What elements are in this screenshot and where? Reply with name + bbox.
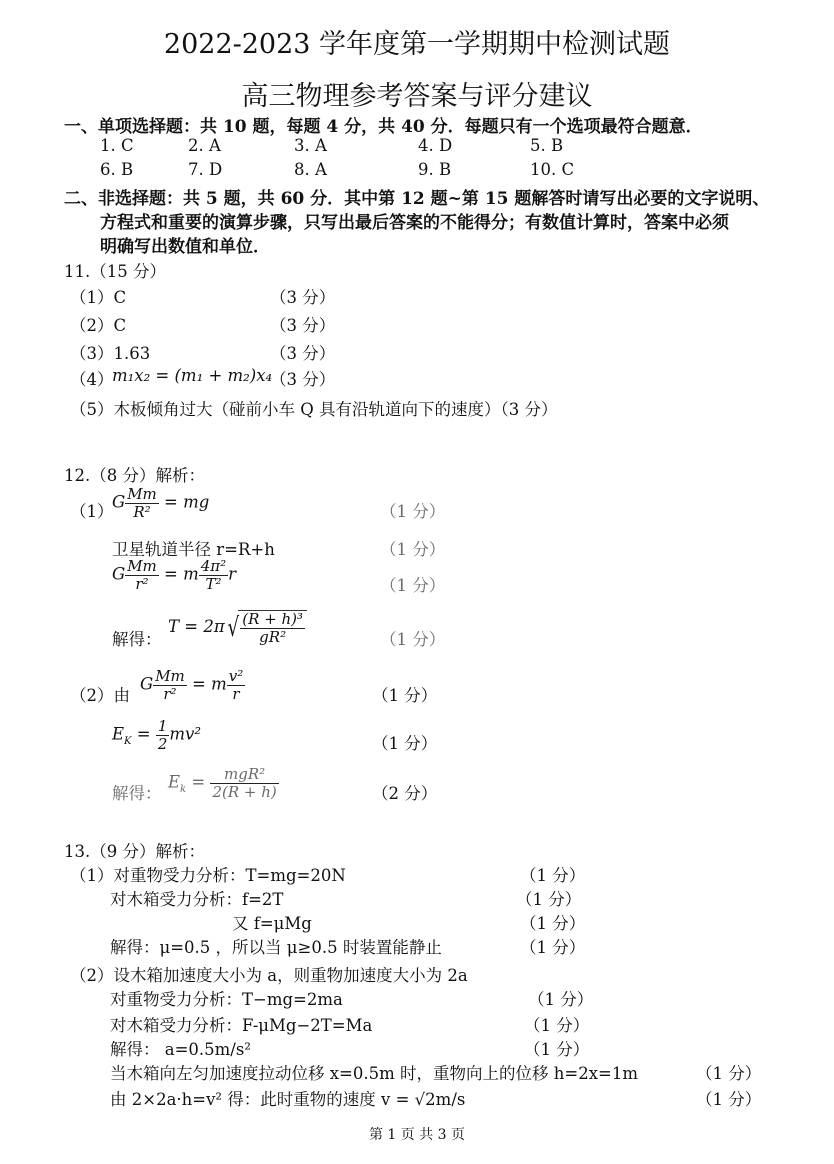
section-heading-nonchoice-1: 二、非选择题：共 5 题，共 60 分．其中第 12 题~第 15 题解答时请写出必要的文字说明、 [64,189,770,209]
q12-part1-label: （1） [70,502,114,521]
q12-eq4: G $\frac{Mm}{\text{r²}}$ = m $\frac{\text{v²}}{r}$ [140,667,244,703]
q13-score-4: （1 分） [520,938,586,957]
q12-solve1-label: 解得： [112,630,162,649]
answer-8: 8. A [294,160,327,179]
page-subtitle: 高三物理参考答案与评分建议 [241,81,593,112]
q11-title: 11.（15 分） [64,262,166,281]
q13-line-7: 对木箱受力分析：F-μMg−2T=Ma [110,1016,373,1035]
q13-line-10: 由 2×2a·h=v² 得：此时重物的速度 v = √2m/s [110,1090,466,1109]
q11-item-3: （3）1.63 [70,344,151,363]
q11-item-5: （5）木板倾角过大（碰前小车 Q 具有沿轨道向下的速度）（3 分） [70,400,558,419]
page-number: 第 1 页 共 3 页 [368,1127,466,1143]
q13-score-10: （1 分） [696,1090,762,1109]
q12-eq2: G $\frac{Mm}{\text{r²}}$ = m $\frac{\text{4π²}}{\text{T²}}$ r [112,557,237,593]
q12-eq1: G $\frac{Mm}{\text{R²}}$ = mg [112,485,210,521]
q12-score-3: （1 分） [380,576,446,595]
q11-score-4: （3 分） [270,370,336,389]
q12-eq6: $E_k$ = $\frac{\text{mgR²}}{2(R + h)}$ [168,765,277,801]
q13-score-2: （1 分） [516,890,582,909]
page-title: 2022-2023 学年度第一学期期中检测试题 [163,29,671,60]
answer-9: 9. B [418,160,452,179]
section-heading-choice: 一、单项选择题：共 10 题，每题 4 分，共 40 分．每题只有一个选项最符合题意． [64,117,703,137]
q12-score-2: （1 分） [380,540,446,559]
q11-item-2: （2）C [70,316,127,335]
q13-line-8: 解得： a=0.5m/s² [110,1040,251,1059]
q13-line-1: （1）对重物受力分析：T=mg=20N [70,866,346,885]
q12-score-4: （1 分） [380,630,446,649]
q13-score-9: （1 分） [696,1064,762,1083]
q11-formula-4: m₁x₂ = (m₁ + m₂)x₄ [112,366,273,385]
q12-score-1: （1 分） [380,502,446,521]
q12-eq5: $E_K$ = $\frac{1}{2}$ mv² [112,717,201,753]
q13-line-2: 对木箱受力分析：f=2T [110,890,284,909]
q13-title: 13.（9 分）解析： [64,842,205,861]
q13-line-6: 对重物受力分析：T−mg=2ma [110,990,343,1009]
q12-score-7: （2 分） [372,784,438,803]
q11-item-4: （4） [70,370,114,389]
answer-3: 3. A [294,136,327,155]
q12-eq3: T = 2π√ $\frac{\text{(R + h)³}}{\text{gR²}}$ [168,610,307,645]
q11-item-1: （1）C [70,288,127,307]
q12-part2-label: （2）由 [70,686,130,705]
answer-1: 1. C [100,136,134,155]
q13-score-3: （1 分） [520,914,586,933]
answer-5: 5. B [530,136,564,155]
q11-score-3: （3 分） [270,344,336,363]
answer-6: 6. B [100,160,134,179]
q12-title: 12.（8 分）解析： [64,466,205,485]
answer-2: 2. A [188,136,221,155]
q12-score-5: （1 分） [372,686,438,705]
q13-line-9: 当木箱向左匀加速度拉动位移 x=0.5m 时，重物向上的位移 h=2x=1m [110,1064,638,1083]
section-heading-nonchoice-3: 明确写出数值和单位． [100,237,270,257]
answer-7: 7. D [188,160,223,179]
answer-4: 4. D [418,136,453,155]
q13-line-3: 又 f=μMg [232,914,312,933]
q12-orbit-text: 卫星轨道半径 r=R+h [112,540,275,559]
answer-10: 10. C [530,160,575,179]
q13-score-8: （1 分） [524,1040,590,1059]
q11-score-2: （3 分） [270,316,336,335]
q13-score-1: （1 分） [520,866,586,885]
q13-score-6: （1 分） [528,990,594,1009]
q11-score-1: （3 分） [270,288,336,307]
q12-score-6: （1 分） [372,734,438,753]
q13-line-5: （2）设木箱加速度大小为 a，则重物加速度大小为 2a [70,966,468,985]
q12-solve2-label: 解得： [112,784,162,803]
q13-line-4: 解得：μ=0.5 ，所以当 μ≥0.5 时装置能静止 [110,938,442,957]
q13-score-7: （1 分） [524,1016,590,1035]
section-heading-nonchoice-2: 方程式和重要的演算步骤，只写出最后答案的不能得分；有数值计算时，答案中必须 [100,213,729,233]
